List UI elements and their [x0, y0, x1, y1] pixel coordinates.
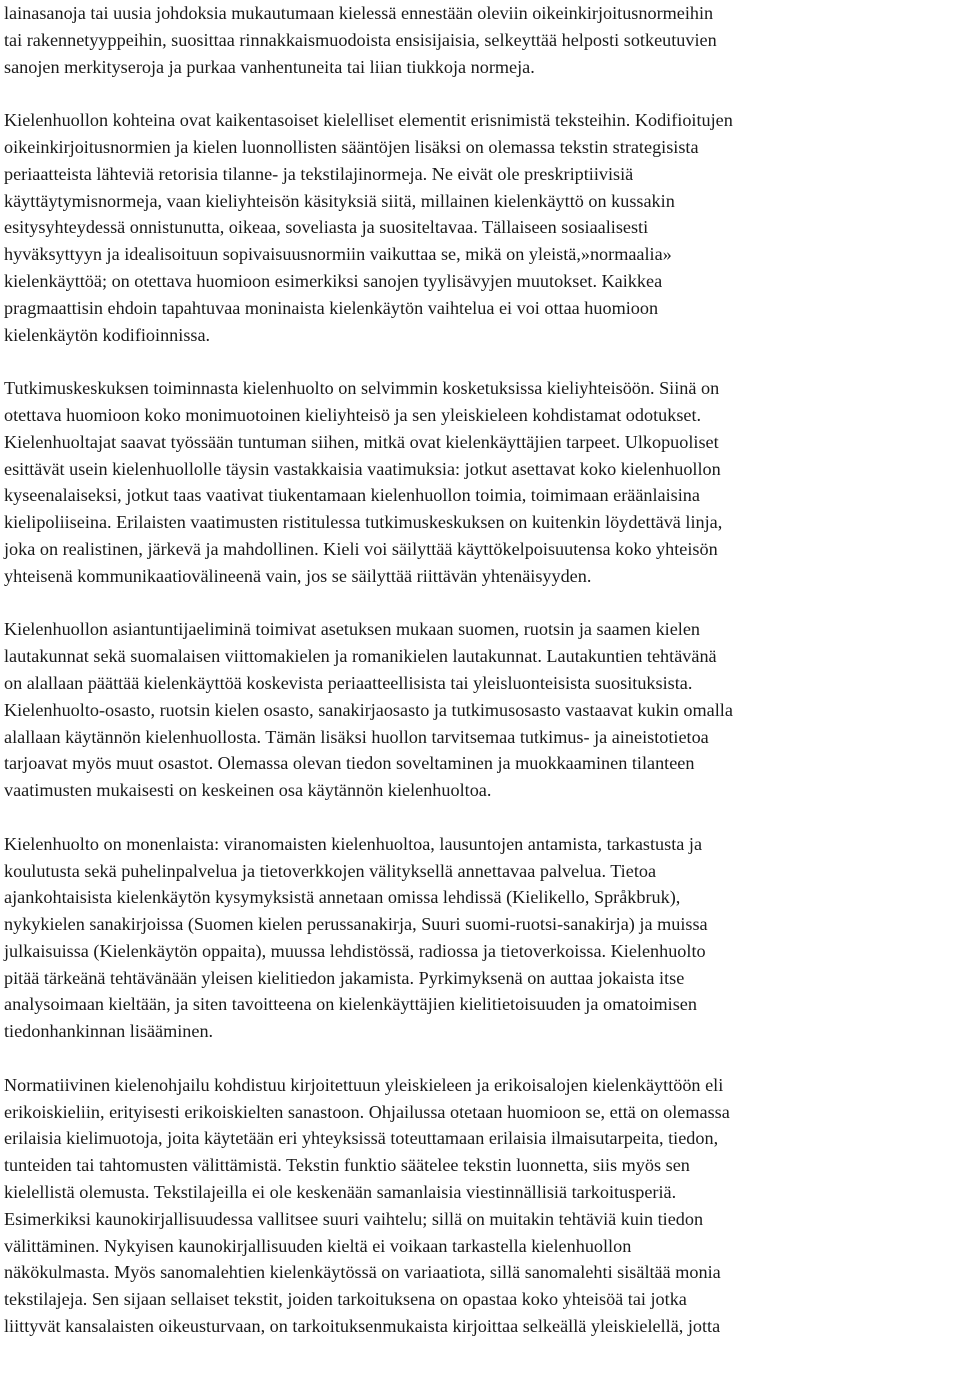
paragraph-6: [4, 1072, 956, 1340]
text-line: pitää tärkeänä tehtävänään yleisen kielitiedon jakamista. Pyrkimyksenä on auttaa jokaista itse: [4, 967, 685, 988]
paragraph-1: [4, 0, 956, 80]
text-line: esitysyhteydessä onnistunutta, oikeaa, soveliasta ja suositeltavaa. Tällaiseen sosiaalisesti: [4, 217, 649, 238]
text-line: hyväksyttyyn ja idealisoituun sopivaisuusnormiin vaikuttaa se, mikä on yleistä,»normaalia»: [4, 244, 672, 265]
text-line: tekstilajeja. Sen sijaan sellaiset tekstit, joiden tarkoituksena on opastaa koko yhteisöä tai jotka: [4, 1289, 687, 1310]
text-line: kielipoliiseina. Erilaisten vaatimusten ristitulessa tutkimuskeskuksen on kuitenkin löydettävä linja,: [4, 512, 723, 533]
text-line: Kielenhuollon kohteina ovat kaikentasoiset kielelliset elementit erisnimistä teksteihin. Kodifioitujen: [4, 110, 733, 131]
text-line: otettava huomioon koko monimuotoinen kieliyhteisö ja sen yleiskieleen kohdistamat odotukset.: [4, 404, 702, 425]
text-line: tarjoavat myös muut osastot. Olemassa olevan tiedon soveltaminen ja muokkaaminen tilanteen: [4, 753, 695, 774]
text-line: julkaisuissa (Kielenkäytön oppaita), muussa lehdistössä, radiossa ja tietoverkoissa. Kielenhuolto: [4, 940, 706, 961]
text-line: tai rakennetyyppeihin, suosittaa rinnakkaismuodoista ensisijaisia, selkeyttää helposti sotkeutuvien: [4, 29, 717, 50]
text-line: Kielenhuolto on monenlaista: viranomaisten kielenhuoltoa, lausuntojen antamista, tarkastusta ja: [4, 833, 703, 854]
text-line: erilaisia kielimuotoja, joita käytetään eri yhteyksissä toteuttamaan erilaisia ilmaisutarpeita, tiedon,: [4, 1128, 719, 1149]
text-line: kielellistä olemusta. Tekstilajeilla ei ole keskenään samanlaisia viestinnällisiä tarkoitusperiä.: [4, 1182, 677, 1203]
paragraph-2: [4, 107, 956, 348]
text-line: Kielenhuollon asiantuntijaeliminä toimivat asetuksen mukaan suomen, ruotsin ja saamen kielen: [4, 619, 701, 640]
text-line: välittäminen. Nykyisen kaunokirjallisuuden kieltä ei voikaan tarkastella kielenhuollon: [4, 1235, 632, 1256]
text-line: nykykielen sanakirjoissa (Suomen kielen perussanakirja, Suuri suomi-ruotsi-sanakirja) ja muissa: [4, 914, 708, 935]
text-line: analysoimaan kieltään, ja siten tavoitteena on kielenkäyttäjien kielitietoisuuden ja omatoimisen: [4, 994, 697, 1015]
document-page: [4, 0, 956, 1367]
text-line: käyttäytymisnormeja, vaan kieliyhteisön käsityksiä siitä, millainen kielenkäyttö on kussakin: [4, 190, 675, 211]
text-line: Normatiivinen kielenohjailu kohdistuu kirjoitettuun yleiskieleen ja erikoisalojen kielenkäyttöön eli: [4, 1074, 724, 1095]
text-line: tiedonhankinnan lisääminen.: [4, 1021, 214, 1042]
text-line: lautakunnat sekä suomalaisen viittomakielen ja romanikielen lautakunnat. Lautakuntien tehtävänä: [4, 646, 717, 667]
text-line: yhteisenä kommunikaatiovälineenä vain, jos se säilyttää riittävän yhtenäisyyden.: [4, 565, 592, 586]
text-line: koulutusta sekä puhelinpalvelua ja tietoverkkojen välityksellä annettavaa palvelua. Tietoa: [4, 860, 657, 881]
text-line: tunteiden tai tahtomusten välittämistä. Tekstin funktio säätelee tekstin luonnetta, siis myös sen: [4, 1155, 690, 1176]
text-line: alallaan käytännön kielenhuollosta. Tämän lisäksi huollon tarvitsemaa tutkimus- ja aineistotietoa: [4, 726, 709, 747]
text-line: esittävät usein kielenhuollolle täysin vastakkaisia vaatimuksia: jotkut asettavat koko kielenhuollon: [4, 458, 721, 479]
text-line: on alallaan päättää kielenkäyttöä koskevista periaatteellisista tai yleisluonteisista suosituksista.: [4, 672, 693, 693]
text-line: pragmaattisin ehdoin tapahtuvaa moninaista kielenkäytön vaihtelua ei voi ottaa huomioon: [4, 297, 659, 318]
text-line: ajankohtaisista kielenkäytön kysymyksistä annetaan omissa lehdissä (Kielikello, Språkbruk),: [4, 887, 681, 908]
text-line: näkökulmasta. Myös sanomalehtien kielenkäytössä on variaatiota, sillä sanomalehti sisältää monia: [4, 1262, 721, 1283]
text-line: Kielenhuolto-osasto, ruotsin kielen osasto, sanakirjaosasto ja tutkimusosasto vastaavat kukin omalla: [4, 699, 733, 720]
text-line: kyseenalaiseksi, jotkut taas vaativat tiukentamaan kielenhuollon toimia, toimimaan eräänlaisina: [4, 485, 700, 506]
text-line: lainasanoja tai uusia johdoksia mukautumaan kielessä ennestään oleviin oikeinkirjoitusnormeihin: [4, 3, 714, 23]
paragraph-5: [4, 831, 956, 1045]
text-line: kielenkäytön kodifioinnissa.: [4, 324, 211, 345]
text-line: liittyvät kansalaisten oikeusturvaan, on tarkoituksenmukaista kirjoittaa selkeällä yleiskielellä, jotta: [4, 1316, 721, 1337]
text-line: oikeinkirjoitusnormien ja kielen luonnollisten sääntöjen lisäksi on olemassa tekstin strategisista: [4, 136, 699, 157]
text-line: sanojen merkityseroja ja purkaa vanhentuneita tai liian tiukkoja normeja.: [4, 56, 535, 77]
text-line: kielenkäyttöä; on otettava huomioon esimerkiksi sanojen tyylisävyjen muutokset. Kaikkea: [4, 270, 663, 291]
text-line: Tutkimuskeskuksen toiminnasta kielenhuolto on selvimmin kosketuksissa kieliyhteisöön. Siinä on: [4, 378, 720, 399]
text-line: joka on realistinen, järkevä ja mahdollinen. Kieli voi säilyttää käyttökelpoisuutensa koko yhteisön: [4, 538, 718, 559]
text-line: Esimerkiksi kaunokirjallisuudessa vallitsee suuri vaihtelu; sillä on muitakin tehtäviä kuin tiedon: [4, 1208, 704, 1229]
text-line: Kielenhuoltajat saavat työssään tuntuman siihen, mitkä ovat kielenkäyttäjien tarpeet. Ulkopuoliset: [4, 431, 719, 452]
paragraph-4: [4, 616, 956, 804]
paragraph-3: [4, 375, 956, 589]
text-line: erikoiskieliin, erityisesti erikoiskielten sanastoon. Ohjailussa otetaan huomioon se, että on olemassa: [4, 1101, 730, 1122]
text-line: periaatteista lähteviä retorisia tilanne- ja tekstilajinormeja. Ne eivät ole preskriptiivisiä: [4, 163, 634, 184]
text-line: vaatimusten mukaisesti on keskeinen osa käytännön kielenhuoltoa.: [4, 780, 492, 801]
